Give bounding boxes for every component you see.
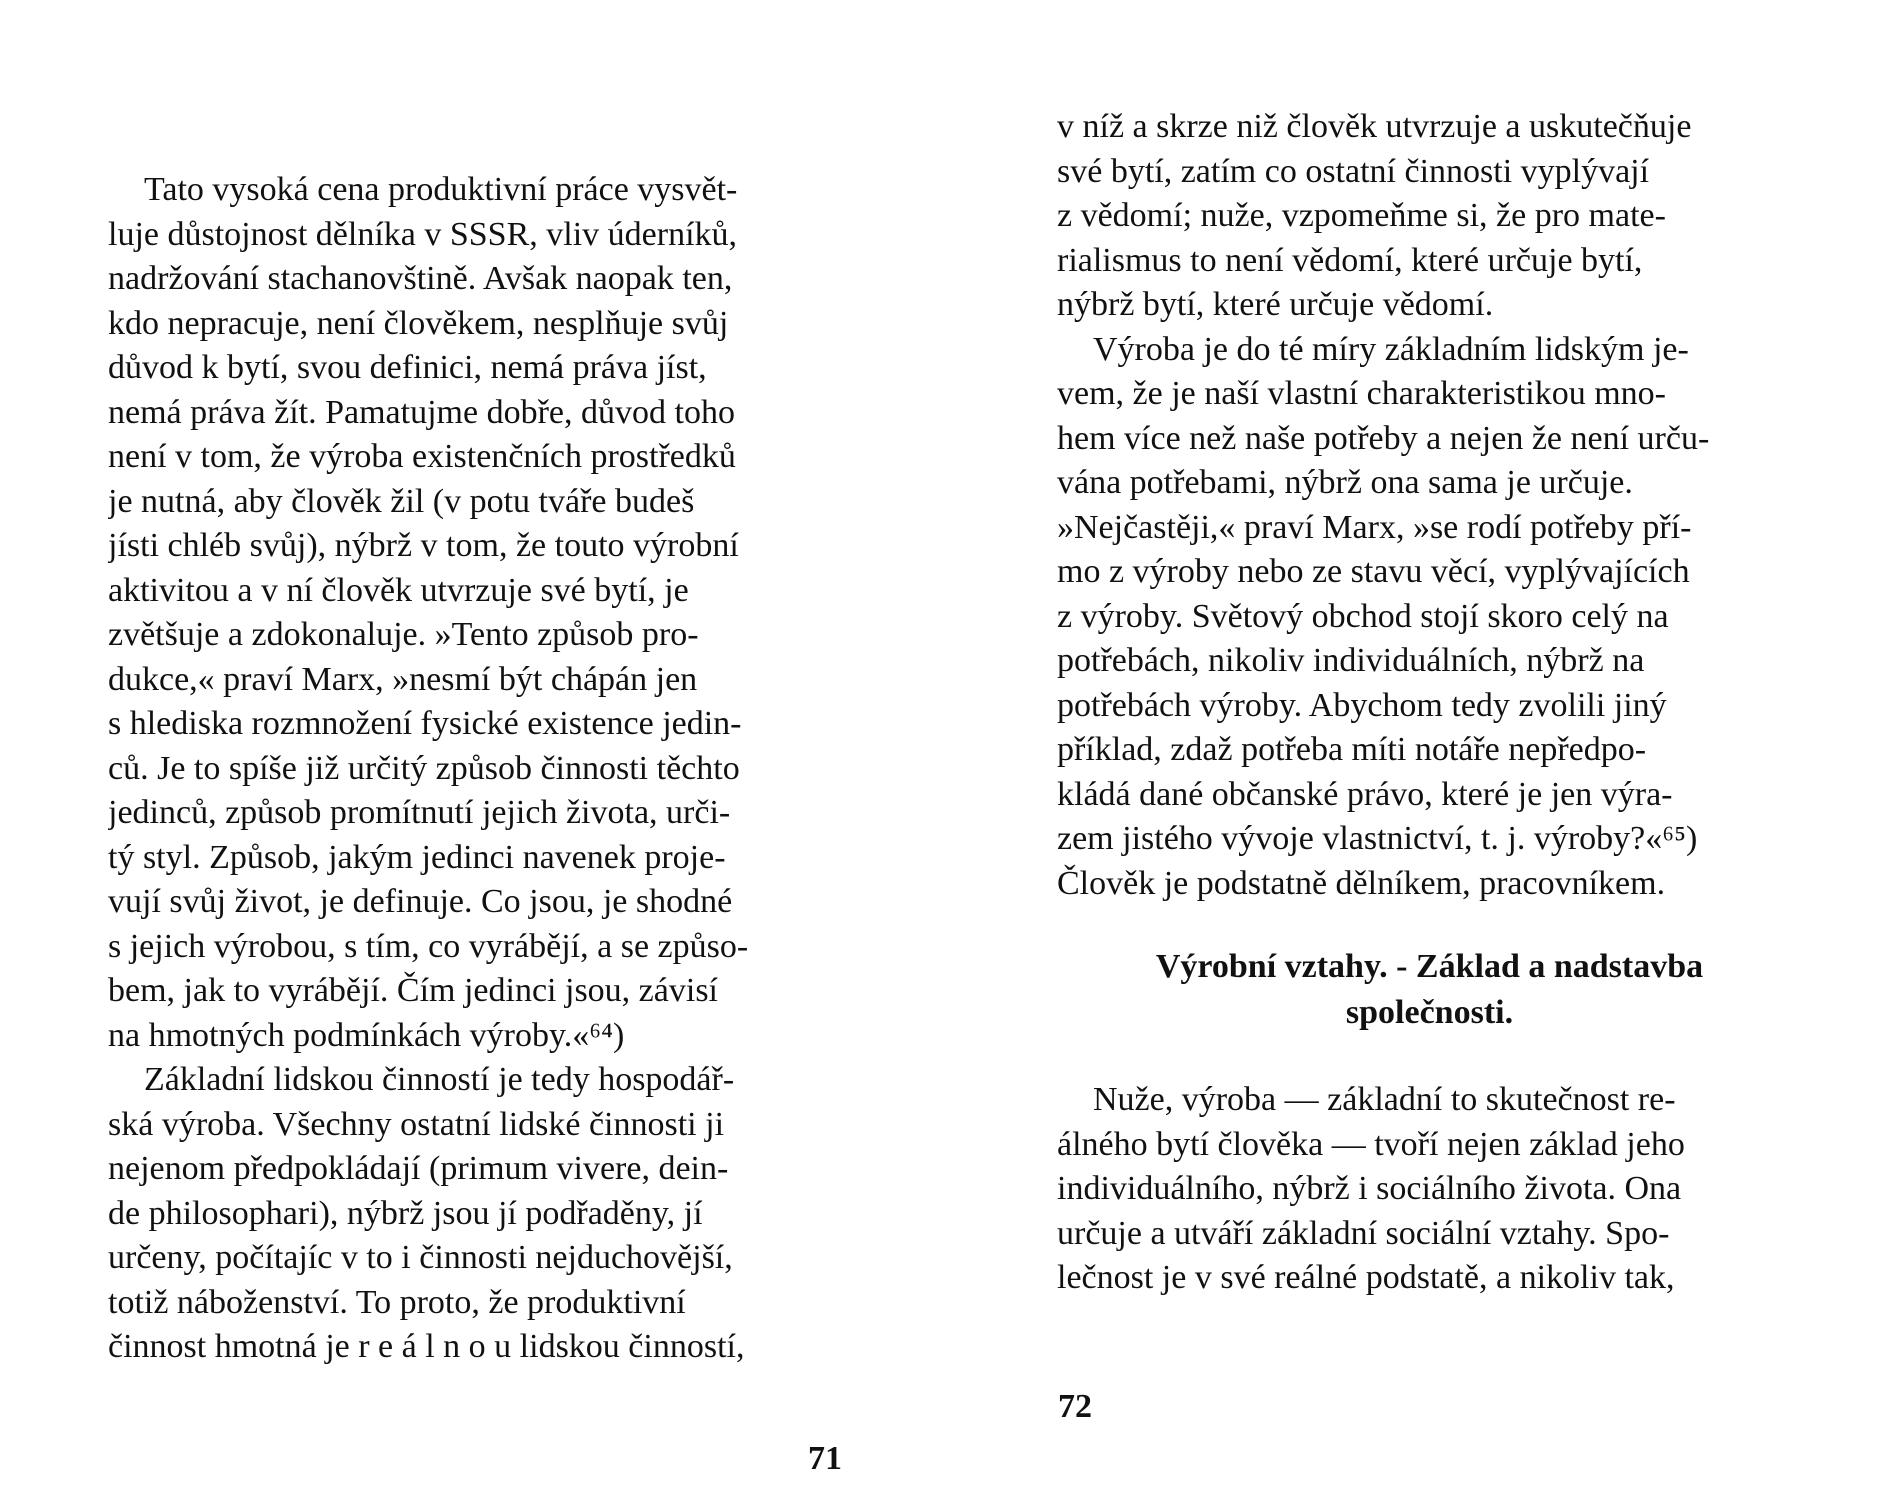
text-line: dukce,« praví Marx, »nesmí být chápán jen (108, 660, 698, 698)
text-line: důvod k bytí, svou definici, nemá práva jíst, (108, 349, 707, 386)
text-line: nejenom předpokládají (primum vivere, dein- (108, 1150, 729, 1187)
text-line: vují svůj život, je definuje. Co jsou, je shodné (108, 883, 733, 920)
text-line: de philosophari), nýbrž jsou jí podřaděny, jí (108, 1194, 703, 1232)
section-heading-line: společnosti. (1345, 994, 1514, 1031)
text-line: určuje a utváří základní sociální vztahy. Spo- (1057, 1214, 1670, 1252)
section-heading (1057, 944, 1802, 1036)
text-line: nýbrž bytí, které určuje vědomí. (1057, 286, 1494, 323)
text-line: své bytí, zatím co ostatní činnosti vyplývají (1057, 152, 1650, 190)
text-line: zvětšuje a zdokonaluje. »Tento způsob pro- (108, 616, 699, 653)
text-line: kládá dané občanské právo, které je jen výra- (1057, 775, 1673, 813)
text-line: ská výroba. Všechny ostatní lidské činnosti ji (108, 1105, 725, 1143)
text-line: hem více než naše potřeby a nejen že není urču- (1057, 419, 1710, 457)
text-line: álného bytí člověka — tvoří nejen základ jeho (1057, 1125, 1685, 1163)
text-line: zem jistého vývoje vlastnictví, t. j. výroby?«⁶⁵) (1057, 820, 1698, 857)
page-number: 72 (1058, 1388, 1092, 1425)
text-line: není v tom, že výroba existenčních prostředků (108, 438, 736, 475)
text-line: na hmotných podmínkách výroby.«⁶⁴) (108, 1016, 625, 1054)
text-line: Tato vysoká cena produktivní práce vysvět- (144, 171, 738, 208)
text-line: bem, jak to vyrábějí. Čím jedinci jsou, závisí (108, 972, 718, 1009)
text-line: jedinců, způsob promítnutí jejich života, urči- (108, 794, 731, 831)
text-line: s hlediska rozmnožení fysické existence jedin- (108, 705, 742, 742)
left-page (108, 168, 853, 1370)
section-heading-line: Výrobní vztahy. - Základ a nadstavba (1155, 948, 1704, 985)
text-line: nemá práva žít. Pamatujme dobře, důvod toho (108, 393, 735, 431)
text-line: činnost hmotná je r e á l n o u lidskou činností, (108, 1328, 745, 1365)
text-line: určeny, počítajíc v to i činnosti nejduchovější, (108, 1239, 733, 1276)
text-line: potřebách výroby. Abychom tedy zvolili jiný (1057, 686, 1667, 724)
text-line: z výroby. Světový obchod stojí skoro celý na (1057, 597, 1669, 635)
page-number: 71 (808, 1440, 842, 1477)
text-line: Výroba je do té míry základním lidským je- (1093, 330, 1689, 368)
text-line: z vědomí; nuže, vzpomeňme si, že pro mate- (1057, 197, 1666, 234)
text-line: Základní lidskou činností je tedy hospodář- (144, 1061, 735, 1098)
text-line: kdo nepracuje, není člověkem, nesplňuje svůj (108, 304, 729, 342)
text-line: totiž náboženství. To proto, že produktivní (108, 1283, 686, 1321)
text-line: aktivitou a v ní člověk utvrzuje své bytí, je (108, 571, 689, 609)
right-page (1057, 105, 1802, 1301)
text-line: vem, že je naší vlastní charakteristikou mno- (1057, 375, 1666, 412)
text-line: mo z výroby nebo ze stavu věcí, vyplývajících (1057, 553, 1690, 590)
text-line: je nutná, aby člověk žil (v potu tváře budeš (108, 482, 695, 520)
text-line: nadržování stachanovštině. Avšak naopak ten, (108, 260, 733, 297)
text-line: tý styl. Způsob, jakým jedinci navenek proje- (108, 838, 726, 876)
text-line: s jejich výrobou, s tím, co vyrábějí, a se způso- (108, 927, 749, 965)
text-line: jísti chléb svůj), nýbrž v tom, že touto výrobní (108, 527, 739, 564)
text-line: v níž a skrze niž člověk utvrzuje a uskutečňuje (1057, 108, 1692, 145)
text-line: potřebách, nikoliv individuálních, nýbrž na (1057, 642, 1645, 679)
text-line: Člověk je podstatně dělníkem, pracovníkem. (1057, 864, 1666, 902)
text-line: příklad, zdaž potřeba míti notáře nepředpo- (1057, 731, 1647, 768)
text-line: »Nejčastěji,« praví Marx, »se rodí potřeby pří- (1057, 508, 1692, 546)
text-line: ců. Je to spíše již určitý způsob činnosti těchto (108, 749, 740, 787)
text-line: Nuže, výroba — základní to skutečnost re- (1093, 1081, 1676, 1118)
text-line: vána potřebami, nýbrž ona sama je určuje. (1057, 464, 1633, 501)
text-line: individuálního, nýbrž i sociálního života. Ona (1057, 1170, 1682, 1207)
text-line: lečnost je v své reálné podstatě, a nikoliv tak, (1057, 1259, 1675, 1296)
text-line: luje důstojnost dělníka v SSSR, vliv úderníků, (108, 215, 738, 253)
text-line: rialismus to není vědomí, které určuje bytí, (1057, 241, 1643, 279)
